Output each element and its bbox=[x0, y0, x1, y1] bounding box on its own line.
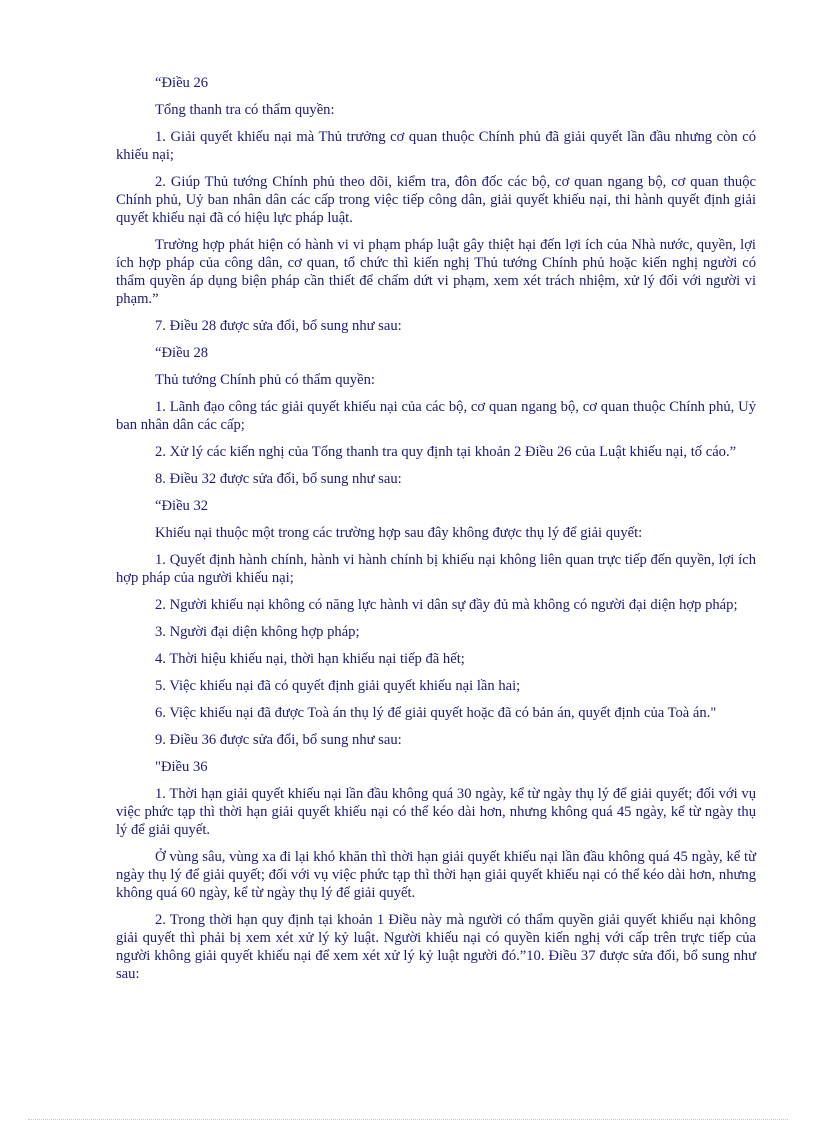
paragraph: 3. Người đại diện không hợp pháp; bbox=[155, 624, 360, 640]
amendment-heading: 7. Điều 28 được sửa đổi, bổ sung như sau: bbox=[155, 318, 402, 334]
amendment-heading: 8. Điều 32 được sửa đổi, bổ sung như sau: bbox=[155, 471, 402, 487]
paragraph: 5. Việc khiếu nại đã có quyết định giải quyết khiếu nại lần hai; bbox=[155, 678, 521, 694]
paragraph: 1. Lãnh đạo công tác giải quyết khiếu nại của các bộ, cơ quan ngang bộ, cơ quan thuộc Chính phủ, Uỷ ban nhân dân các cấp; bbox=[116, 399, 756, 433]
article-heading: “Điều 32 bbox=[155, 498, 209, 514]
page-bottom-divider bbox=[28, 1119, 788, 1120]
paragraph: Thủ tướng Chính phủ có thẩm quyền: bbox=[155, 372, 375, 388]
paragraph: Ở vùng sâu, vùng xa đi lại khó khăn thì thời hạn giải quyết khiếu nại lần đầu không quá 45 ngày, kể từ ngày thụ lý để giải quyết; đối với vụ việc phức tạp thì thời hạn giải quyết khiếu nại có thể kéo dài hơn, nhưng không quá 60 ngày, kể từ ngày thụ lý để giải quyết. bbox=[116, 849, 756, 901]
document-page bbox=[116, 74, 756, 992]
paragraph: 1. Giải quyết khiếu nại mà Thủ trưởng cơ quan thuộc Chính phủ đã giải quyết lần đầu nhưng còn có khiếu nại; bbox=[116, 129, 756, 163]
paragraph: 2. Giúp Thủ tướng Chính phủ theo dõi, kiểm tra, đôn đốc các bộ, cơ quan ngang bộ, cơ quan thuộc Chính phủ, Uỷ ban nhân dân các cấp trong việc tiếp công dân, giải quyết khiếu nại, thi hành quyết định giải quyết khiếu nại đã có hiệu lực pháp luật. bbox=[116, 174, 756, 226]
paragraph: Trường hợp phát hiện có hành vi vi phạm pháp luật gây thiệt hại đến lợi ích của Nhà nước, quyền, lợi ích hợp pháp của công dân, cơ quan, tổ chức thì kiến nghị Thủ tướng Chính phủ hoặc kiến nghị người có thẩm quyền áp dụng biện pháp cần thiết để chấm dứt vi phạm, xem xét trách nhiệm, xử lý đối với người vi phạm.” bbox=[116, 237, 756, 307]
amendment-heading: 9. Điều 36 được sửa đổi, bổ sung như sau: bbox=[155, 732, 402, 748]
article-heading: “Điều 26 bbox=[155, 75, 209, 91]
paragraph: 1. Thời hạn giải quyết khiếu nại lần đầu không quá 30 ngày, kể từ ngày thụ lý để giải quyết; đối với vụ việc phức tạp thì thời hạn giải quyết khiếu nại có thể kéo dài hơn, nhưng không quá 45 ngày, kể từ ngày thụ lý để giải quyết. bbox=[116, 786, 756, 838]
article-heading: “Điều 28 bbox=[155, 345, 209, 361]
paragraph: Khiếu nại thuộc một trong các trường hợp sau đây không được thụ lý để giải quyết: bbox=[155, 525, 643, 541]
paragraph: 4. Thời hiệu khiếu nại, thời hạn khiếu nại tiếp đã hết; bbox=[155, 651, 465, 667]
paragraph: 2. Trong thời hạn quy định tại khoản 1 Điều này mà người có thẩm quyền giải quyết khiếu nại không giải quyết thì phải bị xem xét xử lý kỷ luật. Người khiếu nại có quyền kiến nghị với cấp trên trực tiếp của người không giải quyết khiếu nại để xem xét xử lý kỷ luật người đó.”10. Điều 37 được sửa đổi, bổ sung như sau: bbox=[116, 912, 756, 982]
paragraph: 2. Xử lý các kiến nghị của Tổng thanh tra quy định tại khoản 2 Điều 26 của Luật khiếu nại, tố cáo.” bbox=[155, 444, 737, 460]
paragraph: 6. Việc khiếu nại đã được Toà án thụ lý để giải quyết hoặc đã có bản án, quyết định của Toà án." bbox=[155, 705, 717, 721]
article-heading: "Điều 36 bbox=[155, 759, 208, 775]
paragraph: 2. Người khiếu nại không có năng lực hành vi dân sự đầy đủ mà không có người đại diện hợp pháp; bbox=[155, 597, 738, 613]
paragraph: Tổng thanh tra có thẩm quyền: bbox=[155, 102, 335, 118]
paragraph: 1. Quyết định hành chính, hành vi hành chính bị khiếu nại không liên quan trực tiếp đến quyền, lợi ích hợp pháp của người khiếu nại; bbox=[116, 552, 756, 586]
